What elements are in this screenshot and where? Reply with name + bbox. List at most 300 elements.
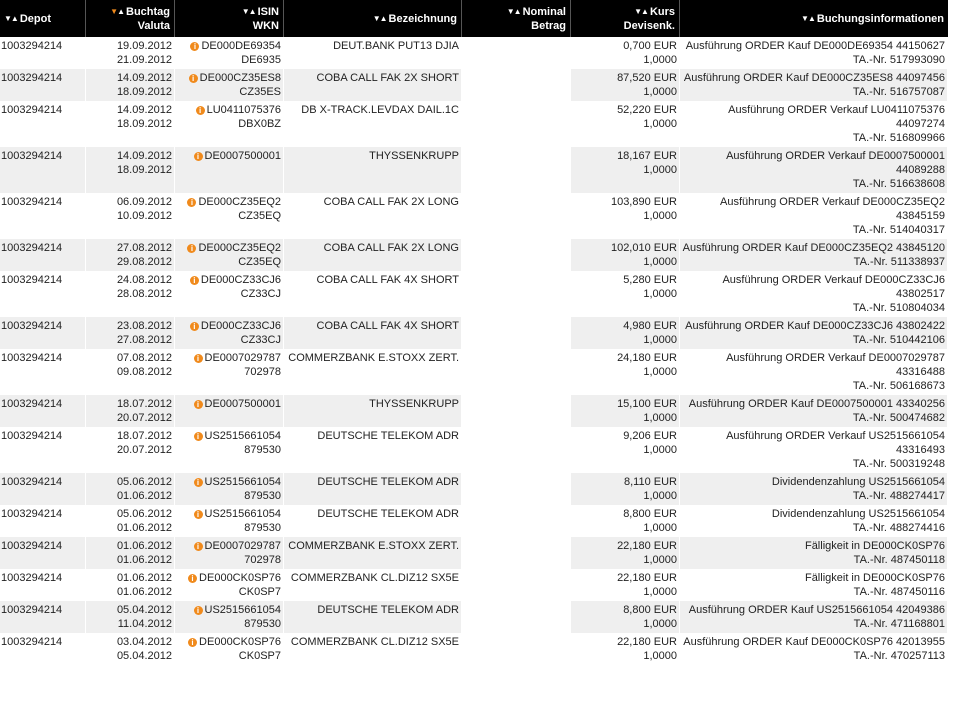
- cell-kurs-devisenk: [571, 147, 680, 193]
- column-header-buchtag[interactable]: [86, 0, 175, 37]
- wkn-value: 879530: [244, 444, 281, 456]
- wkn-value: CK0SP7: [238, 650, 281, 662]
- cell-depot: 1003294214: [0, 427, 86, 473]
- booking-info-line: Ausführung ORDER Kauf DE000CZ35ES8 44097456: [683, 72, 945, 84]
- isin-value[interactable]: LU0411075376: [206, 104, 281, 116]
- valuta-value: 01.06.2012: [116, 554, 172, 566]
- info-icon[interactable]: i: [190, 42, 199, 51]
- header-kurs-label: Kurs: [649, 5, 675, 18]
- table-row: [0, 193, 948, 239]
- header-buchungsinfo-label: Buchungsinformationen: [816, 12, 944, 25]
- cell-bezeichnung: DB X-TRACK.LEVDAX DAIL.1C: [284, 101, 462, 147]
- cell-bezeichnung: COBA CALL FAK 4X SHORT: [284, 271, 462, 317]
- cell-buchungsinformationen: [680, 427, 948, 473]
- column-header-kurs[interactable]: [571, 0, 680, 37]
- booking-info-line: TA.-Nr. 500474682: [852, 412, 945, 424]
- valuta-value: 29.08.2012: [116, 256, 172, 268]
- cell-nominal-betrag: [462, 271, 571, 317]
- isin-value[interactable]: DE0007029787: [204, 540, 281, 552]
- booking-info-line: Ausführung ORDER Verkauf DE000CZ33CJ6: [722, 274, 945, 286]
- cell-nominal-betrag: [462, 505, 571, 537]
- cell-buchungsinformationen: [680, 101, 948, 147]
- booking-info-line: 43802517: [896, 288, 945, 300]
- cell-bezeichnung: COMMERZBANK E.STOXX ZERT.: [284, 537, 462, 569]
- table-row: [0, 271, 948, 317]
- kurs-value: 8,800 EUR: [623, 508, 677, 520]
- cell-buchtag-valuta: [86, 349, 175, 395]
- valuta-value: 01.06.2012: [116, 522, 172, 534]
- cell-nominal-betrag: [462, 537, 571, 569]
- cell-buchungsinformationen: [680, 317, 948, 349]
- isin-value[interactable]: DE0007029787: [204, 352, 281, 364]
- table-row: [0, 569, 948, 601]
- wkn-value: CZ33CJ: [240, 288, 281, 300]
- kurs-value: 24,180 EUR: [617, 352, 677, 364]
- booking-info-line: TA.-Nr. 510804034: [852, 302, 945, 314]
- table-row: [0, 633, 948, 665]
- sort-arrows-icon[interactable]: ▼▲: [4, 13, 18, 23]
- cell-nominal-betrag: [462, 473, 571, 505]
- kurs-value: 4,980 EUR: [623, 320, 677, 332]
- cell-isin-wkn: [175, 69, 284, 101]
- cell-buchungsinformationen: [680, 537, 948, 569]
- kurs-value: 8,800 EUR: [623, 604, 677, 616]
- table-row: [0, 147, 948, 193]
- cell-bezeichnung: DEUTSCHE TELEKOM ADR: [284, 601, 462, 633]
- column-header-nominal[interactable]: [462, 0, 571, 37]
- cell-depot: 1003294214: [0, 505, 86, 537]
- devisenk-value: 1,0000: [643, 586, 677, 598]
- booking-info-line: Ausführung ORDER Verkauf US2515661054: [726, 430, 945, 442]
- booking-info-line: TA.-Nr. 510442106: [852, 334, 945, 346]
- info-icon[interactable]: i: [188, 574, 197, 583]
- kurs-value: 0,700 EUR: [623, 40, 677, 52]
- devisenk-value: 1,0000: [643, 256, 677, 268]
- header-valuta-label: Valuta: [137, 19, 170, 32]
- table-row: [0, 427, 948, 473]
- valuta-value: 01.06.2012: [116, 586, 172, 598]
- wkn-value: DBX0BZ: [238, 118, 281, 130]
- table-row: [0, 69, 948, 101]
- sort-arrows-icon[interactable]: ▼▲: [801, 13, 815, 23]
- sort-arrows-icon[interactable]: ▼▲: [241, 6, 256, 16]
- booking-info-line: TA.-Nr. 470257113: [853, 650, 945, 662]
- cell-buchtag-valuta: [86, 193, 175, 239]
- info-icon[interactable]: i: [194, 510, 203, 519]
- cell-isin-wkn: [175, 239, 284, 271]
- kurs-value: 18,167 EUR: [617, 150, 677, 162]
- info-icon[interactable]: i: [188, 638, 197, 647]
- booking-info-line: Ausführung ORDER Verkauf LU0411075376: [728, 104, 945, 116]
- cell-kurs-devisenk: [571, 69, 680, 101]
- wkn-value: DE6935: [241, 54, 281, 66]
- column-header-isin[interactable]: [175, 0, 284, 37]
- booking-info-line: 43316488: [896, 366, 945, 378]
- booking-info-line: 44097274: [896, 118, 945, 130]
- booking-info-line: TA.-Nr. 514040317: [852, 224, 945, 236]
- info-icon[interactable]: i: [196, 106, 205, 115]
- table-row: [0, 239, 948, 271]
- cell-nominal-betrag: [462, 569, 571, 601]
- cell-buchungsinformationen: [680, 69, 948, 101]
- buchtag-value: 23.08.2012: [116, 320, 172, 332]
- buchtag-value: 19.09.2012: [116, 40, 172, 52]
- isin-value[interactable]: DE0007500001: [204, 398, 281, 410]
- kurs-value: 9,206 EUR: [623, 430, 677, 442]
- valuta-value: 05.04.2012: [116, 650, 172, 662]
- booking-info-line: TA.-Nr. 517993090: [852, 54, 945, 66]
- cell-buchungsinformationen: [680, 271, 948, 317]
- cell-buchtag-valuta: [86, 569, 175, 601]
- isin-value[interactable]: DE0007500001: [204, 150, 281, 162]
- table-row: [0, 601, 948, 633]
- isin-value[interactable]: DE000CZ35ES8: [199, 72, 281, 84]
- table-row: [0, 37, 948, 69]
- cell-buchungsinformationen: [680, 569, 948, 601]
- buchtag-value: 01.06.2012: [116, 540, 172, 552]
- info-icon[interactable]: i: [189, 74, 198, 83]
- isin-value[interactable]: US2515661054: [204, 604, 281, 616]
- devisenk-value: 1,0000: [643, 118, 677, 130]
- devisenk-value: 1,0000: [643, 554, 677, 566]
- devisenk-value: 1,0000: [643, 54, 677, 66]
- cell-depot: 1003294214: [0, 601, 86, 633]
- cell-bezeichnung: COMMERZBANK CL.DIZ12 SX5E: [284, 633, 462, 665]
- sort-arrows-icon[interactable]: ▼▲: [372, 13, 387, 23]
- cell-buchungsinformationen: [680, 395, 948, 427]
- devisenk-value: 1,0000: [643, 210, 677, 222]
- cell-depot: 1003294214: [0, 633, 86, 665]
- cell-isin-wkn: [175, 537, 284, 569]
- cell-buchtag-valuta: [86, 505, 175, 537]
- wkn-value: 879530: [244, 618, 281, 630]
- booking-info-line: TA.-Nr. 487450116: [853, 586, 945, 598]
- booking-info-line: 44089288: [896, 164, 945, 176]
- cell-isin-wkn: [175, 193, 284, 239]
- cell-buchungsinformationen: [680, 473, 948, 505]
- buchtag-value: 05.06.2012: [116, 476, 172, 488]
- kurs-value: 103,890 EUR: [610, 196, 677, 208]
- booking-info-line: Ausführung ORDER Kauf DE000CZ35EQ2 43845120: [682, 242, 945, 254]
- cell-kurs-devisenk: [571, 317, 680, 349]
- info-icon[interactable]: i: [194, 432, 203, 441]
- buchtag-value: 06.09.2012: [116, 196, 172, 208]
- cell-bezeichnung: DEUTSCHE TELEKOM ADR: [284, 505, 462, 537]
- cell-kurs-devisenk: [571, 473, 680, 505]
- cell-kurs-devisenk: [571, 101, 680, 147]
- cell-buchtag-valuta: [86, 271, 175, 317]
- cell-kurs-devisenk: [571, 271, 680, 317]
- cell-buchtag-valuta: [86, 537, 175, 569]
- cell-depot: 1003294214: [0, 537, 86, 569]
- booking-info-line: TA.-Nr. 511338937: [853, 256, 945, 268]
- buchtag-value: 07.08.2012: [116, 352, 172, 364]
- cell-nominal-betrag: [462, 633, 571, 665]
- kurs-value: 87,520 EUR: [617, 72, 677, 84]
- booking-info-line: TA.-Nr. 471168801: [853, 618, 945, 630]
- cell-depot: 1003294214: [0, 193, 86, 239]
- kurs-value: 22,180 EUR: [617, 572, 677, 584]
- devisenk-value: 1,0000: [643, 366, 677, 378]
- buchtag-value: 03.04.2012: [116, 636, 172, 648]
- cell-nominal-betrag: [462, 147, 571, 193]
- isin-value[interactable]: US2515661054: [204, 476, 281, 488]
- cell-buchtag-valuta: [86, 239, 175, 271]
- booking-info-line: TA.-Nr. 488274417: [852, 490, 945, 502]
- info-icon[interactable]: i: [187, 244, 196, 253]
- cell-nominal-betrag: [462, 69, 571, 101]
- header-buchtag-label: Buchtag: [126, 5, 170, 18]
- isin-value[interactable]: DE000DE69354: [201, 40, 281, 52]
- cell-buchtag-valuta: [86, 633, 175, 665]
- valuta-value: 18.09.2012: [116, 118, 172, 130]
- info-icon[interactable]: i: [194, 400, 203, 409]
- cell-nominal-betrag: [462, 37, 571, 69]
- kurs-value: 22,180 EUR: [617, 636, 677, 648]
- cell-isin-wkn: [175, 569, 284, 601]
- booking-info-line: Ausführung ORDER Kauf DE0007500001 43340256: [688, 398, 945, 410]
- sort-arrows-icon[interactable]: ▼▲: [634, 6, 648, 16]
- header-nominal-label: Nominal: [522, 5, 566, 18]
- cell-isin-wkn: [175, 271, 284, 317]
- cell-nominal-betrag: [462, 317, 571, 349]
- buchtag-value: 01.06.2012: [116, 572, 172, 584]
- devisenk-value: 1,0000: [643, 618, 677, 630]
- header-devisenk-label: Devisenk.: [623, 19, 675, 32]
- cell-bezeichnung: COBA CALL FAK 2X SHORT: [284, 69, 462, 101]
- cell-depot: 1003294214: [0, 395, 86, 427]
- cell-buchtag-valuta: [86, 395, 175, 427]
- wkn-value: CK0SP7: [238, 586, 281, 598]
- cell-nominal-betrag: [462, 239, 571, 271]
- booking-info-line: Dividendenzahlung US2515661054: [771, 508, 945, 520]
- info-icon[interactable]: i: [194, 354, 203, 363]
- cell-kurs-devisenk: [571, 427, 680, 473]
- cell-bezeichnung: DEUTSCHE TELEKOM ADR: [284, 473, 462, 505]
- cell-depot: 1003294214: [0, 569, 86, 601]
- cell-depot: 1003294214: [0, 271, 86, 317]
- cell-buchtag-valuta: [86, 147, 175, 193]
- devisenk-value: 1,0000: [643, 288, 677, 300]
- table-header-row: [0, 0, 948, 37]
- booking-info-line: TA.-Nr. 500319248: [852, 458, 945, 470]
- cell-depot: 1003294214: [0, 147, 86, 193]
- isin-value[interactable]: DE000CZ33CJ6: [200, 274, 281, 286]
- wkn-value: 879530: [244, 490, 281, 502]
- valuta-value: 18.09.2012: [116, 86, 172, 98]
- header-bezeichnung-label: Bezeichnung: [388, 12, 457, 25]
- valuta-value: 28.08.2012: [116, 288, 172, 300]
- isin-value[interactable]: US2515661054: [204, 430, 281, 442]
- column-header-bezeichnung[interactable]: [284, 0, 462, 37]
- cell-nominal-betrag: [462, 193, 571, 239]
- valuta-value: 20.07.2012: [116, 444, 172, 456]
- sort-arrows-icon[interactable]: ▼▲: [506, 6, 521, 16]
- buchtag-value: 18.07.2012: [116, 430, 172, 442]
- cell-isin-wkn: [175, 633, 284, 665]
- cell-buchungsinformationen: [680, 349, 948, 395]
- wkn-value: CZ35EQ: [238, 256, 281, 268]
- booking-info-line: Fälligkeit in DE000CK0SP76: [804, 540, 945, 552]
- cell-kurs-devisenk: [571, 37, 680, 69]
- cell-depot: 1003294214: [0, 317, 86, 349]
- booking-info-line: Ausführung ORDER Kauf US2515661054 42049386: [688, 604, 945, 616]
- valuta-value: 01.06.2012: [116, 490, 172, 502]
- cell-buchtag-valuta: [86, 427, 175, 473]
- cell-kurs-devisenk: [571, 239, 680, 271]
- buchtag-value: 14.09.2012: [116, 150, 172, 162]
- info-icon[interactable]: i: [194, 606, 203, 615]
- buchtag-value: 27.08.2012: [116, 242, 172, 254]
- booking-info-line: Ausführung ORDER Kauf DE000DE69354 44150627: [685, 40, 945, 52]
- booking-info-line: TA.-Nr. 516757087: [852, 86, 945, 98]
- booking-info-line: Ausführung ORDER Verkauf DE0007500001: [726, 150, 945, 162]
- valuta-value: 27.08.2012: [116, 334, 172, 346]
- isin-value[interactable]: DE000CK0SP76: [199, 572, 281, 584]
- cell-bezeichnung: THYSSENKRUPP: [284, 395, 462, 427]
- cell-nominal-betrag: [462, 395, 571, 427]
- info-icon[interactable]: i: [194, 152, 203, 161]
- cell-bezeichnung: DEUT.BANK PUT13 DJIA: [284, 37, 462, 69]
- devisenk-value: 1,0000: [643, 412, 677, 424]
- cell-kurs-devisenk: [571, 193, 680, 239]
- cell-bezeichnung: DEUTSCHE TELEKOM ADR: [284, 427, 462, 473]
- header-wkn-label: WKN: [252, 19, 279, 32]
- column-header-buchungsinformationen[interactable]: [680, 0, 948, 37]
- devisenk-value: 1,0000: [643, 334, 677, 346]
- cell-isin-wkn: [175, 101, 284, 147]
- cell-depot: 1003294214: [0, 239, 86, 271]
- header-depot-label: Depot: [19, 12, 52, 25]
- cell-kurs-devisenk: [571, 633, 680, 665]
- booking-info-line: Ausführung ORDER Kauf DE000CZ33CJ6 43802422: [685, 320, 945, 332]
- sort-arrows-icon[interactable]: ▼▲: [110, 6, 124, 16]
- table-row: [0, 473, 948, 505]
- isin-value[interactable]: DE000CZ35EQ2: [198, 242, 281, 254]
- valuta-value: 21.09.2012: [116, 54, 172, 66]
- devisenk-value: 1,0000: [643, 444, 677, 456]
- isin-value[interactable]: DE000CZ35EQ2: [198, 196, 281, 208]
- table-row: [0, 317, 948, 349]
- table-row: [0, 395, 948, 427]
- cell-isin-wkn: [175, 473, 284, 505]
- cell-buchtag-valuta: [86, 37, 175, 69]
- valuta-value: 20.07.2012: [116, 412, 172, 424]
- valuta-value: 11.04.2012: [117, 618, 172, 630]
- booking-info-line: TA.-Nr. 488274416: [852, 522, 945, 534]
- cell-buchungsinformationen: [680, 505, 948, 537]
- valuta-value: 09.08.2012: [116, 366, 172, 378]
- cell-isin-wkn: [175, 601, 284, 633]
- cell-kurs-devisenk: [571, 505, 680, 537]
- cell-buchtag-valuta: [86, 69, 175, 101]
- cell-nominal-betrag: [462, 427, 571, 473]
- cell-isin-wkn: [175, 505, 284, 537]
- cell-depot: 1003294214: [0, 473, 86, 505]
- isin-value[interactable]: DE000CZ33CJ6: [200, 320, 281, 332]
- kurs-value: 8,110 EUR: [624, 476, 677, 488]
- devisenk-value: 1,0000: [643, 522, 677, 534]
- cell-kurs-devisenk: [571, 349, 680, 395]
- cell-buchtag-valuta: [86, 101, 175, 147]
- cell-kurs-devisenk: [571, 569, 680, 601]
- info-icon[interactable]: i: [187, 198, 196, 207]
- valuta-value: 10.09.2012: [116, 210, 172, 222]
- cell-bezeichnung: COMMERZBANK E.STOXX ZERT.: [284, 349, 462, 395]
- cell-kurs-devisenk: [571, 601, 680, 633]
- table-row: [0, 101, 948, 147]
- booking-info-line: 43845159: [896, 210, 945, 222]
- header-betrag-label: Betrag: [531, 19, 566, 32]
- devisenk-value: 1,0000: [643, 164, 677, 176]
- cell-buchtag-valuta: [86, 317, 175, 349]
- info-icon[interactable]: i: [194, 542, 203, 551]
- cell-buchungsinformationen: [680, 633, 948, 665]
- header-isin-label: ISIN: [257, 5, 279, 18]
- booking-info-line: TA.-Nr. 506168673: [852, 380, 945, 392]
- cell-isin-wkn: [175, 349, 284, 395]
- kurs-value: 15,100 EUR: [617, 398, 677, 410]
- table-row: [0, 349, 948, 395]
- cell-kurs-devisenk: [571, 395, 680, 427]
- info-icon[interactable]: i: [190, 322, 199, 331]
- booking-info-line: Ausführung ORDER Kauf DE000CK0SP76 42013955: [683, 636, 945, 648]
- info-icon[interactable]: i: [190, 276, 199, 285]
- cell-bezeichnung: COMMERZBANK CL.DIZ12 SX5E: [284, 569, 462, 601]
- cell-isin-wkn: [175, 427, 284, 473]
- kurs-value: 22,180 EUR: [617, 540, 677, 552]
- kurs-value: 102,010 EUR: [610, 242, 677, 254]
- cell-bezeichnung: COBA CALL FAK 2X LONG: [284, 239, 462, 271]
- cell-bezeichnung: THYSSENKRUPP: [284, 147, 462, 193]
- cell-nominal-betrag: [462, 349, 571, 395]
- valuta-value: 18.09.2012: [116, 164, 172, 176]
- booking-info-line: TA.-Nr. 516809966: [852, 132, 945, 144]
- cell-depot: 1003294214: [0, 69, 86, 101]
- wkn-value: 702978: [244, 554, 281, 566]
- booking-info-line: TA.-Nr. 487450118: [853, 554, 945, 566]
- booking-info-line: Fälligkeit in DE000CK0SP76: [804, 572, 945, 584]
- isin-value[interactable]: US2515661054: [204, 508, 281, 520]
- cell-buchungsinformationen: [680, 37, 948, 69]
- devisenk-value: 1,0000: [643, 650, 677, 662]
- isin-value[interactable]: DE000CK0SP76: [199, 636, 281, 648]
- wkn-value: 879530: [244, 522, 281, 534]
- column-header-depot[interactable]: [0, 0, 86, 37]
- kurs-value: 5,280 EUR: [623, 274, 677, 286]
- buchtag-value: 05.06.2012: [116, 508, 172, 520]
- cell-buchungsinformationen: [680, 601, 948, 633]
- cell-buchungsinformationen: [680, 193, 948, 239]
- cell-depot: 1003294214: [0, 37, 86, 69]
- buchtag-value: 05.04.2012: [116, 604, 172, 616]
- booking-info-line: Dividendenzahlung US2515661054: [771, 476, 945, 488]
- booking-info-line: 43316493: [896, 444, 945, 456]
- info-icon[interactable]: i: [194, 478, 203, 487]
- buchtag-value: 14.09.2012: [116, 104, 172, 116]
- wkn-value: CZ35EQ: [238, 210, 281, 222]
- cell-isin-wkn: [175, 395, 284, 427]
- cell-buchungsinformationen: [680, 239, 948, 271]
- cell-nominal-betrag: [462, 101, 571, 147]
- buchtag-value: 14.09.2012: [116, 72, 172, 84]
- buchtag-value: 24.08.2012: [116, 274, 172, 286]
- cell-isin-wkn: [175, 317, 284, 349]
- table-row: [0, 537, 948, 569]
- booking-info-line: TA.-Nr. 516638608: [852, 178, 945, 190]
- cell-isin-wkn: [175, 37, 284, 69]
- booking-info-line: Ausführung ORDER Verkauf DE000CZ35EQ2: [719, 196, 945, 208]
